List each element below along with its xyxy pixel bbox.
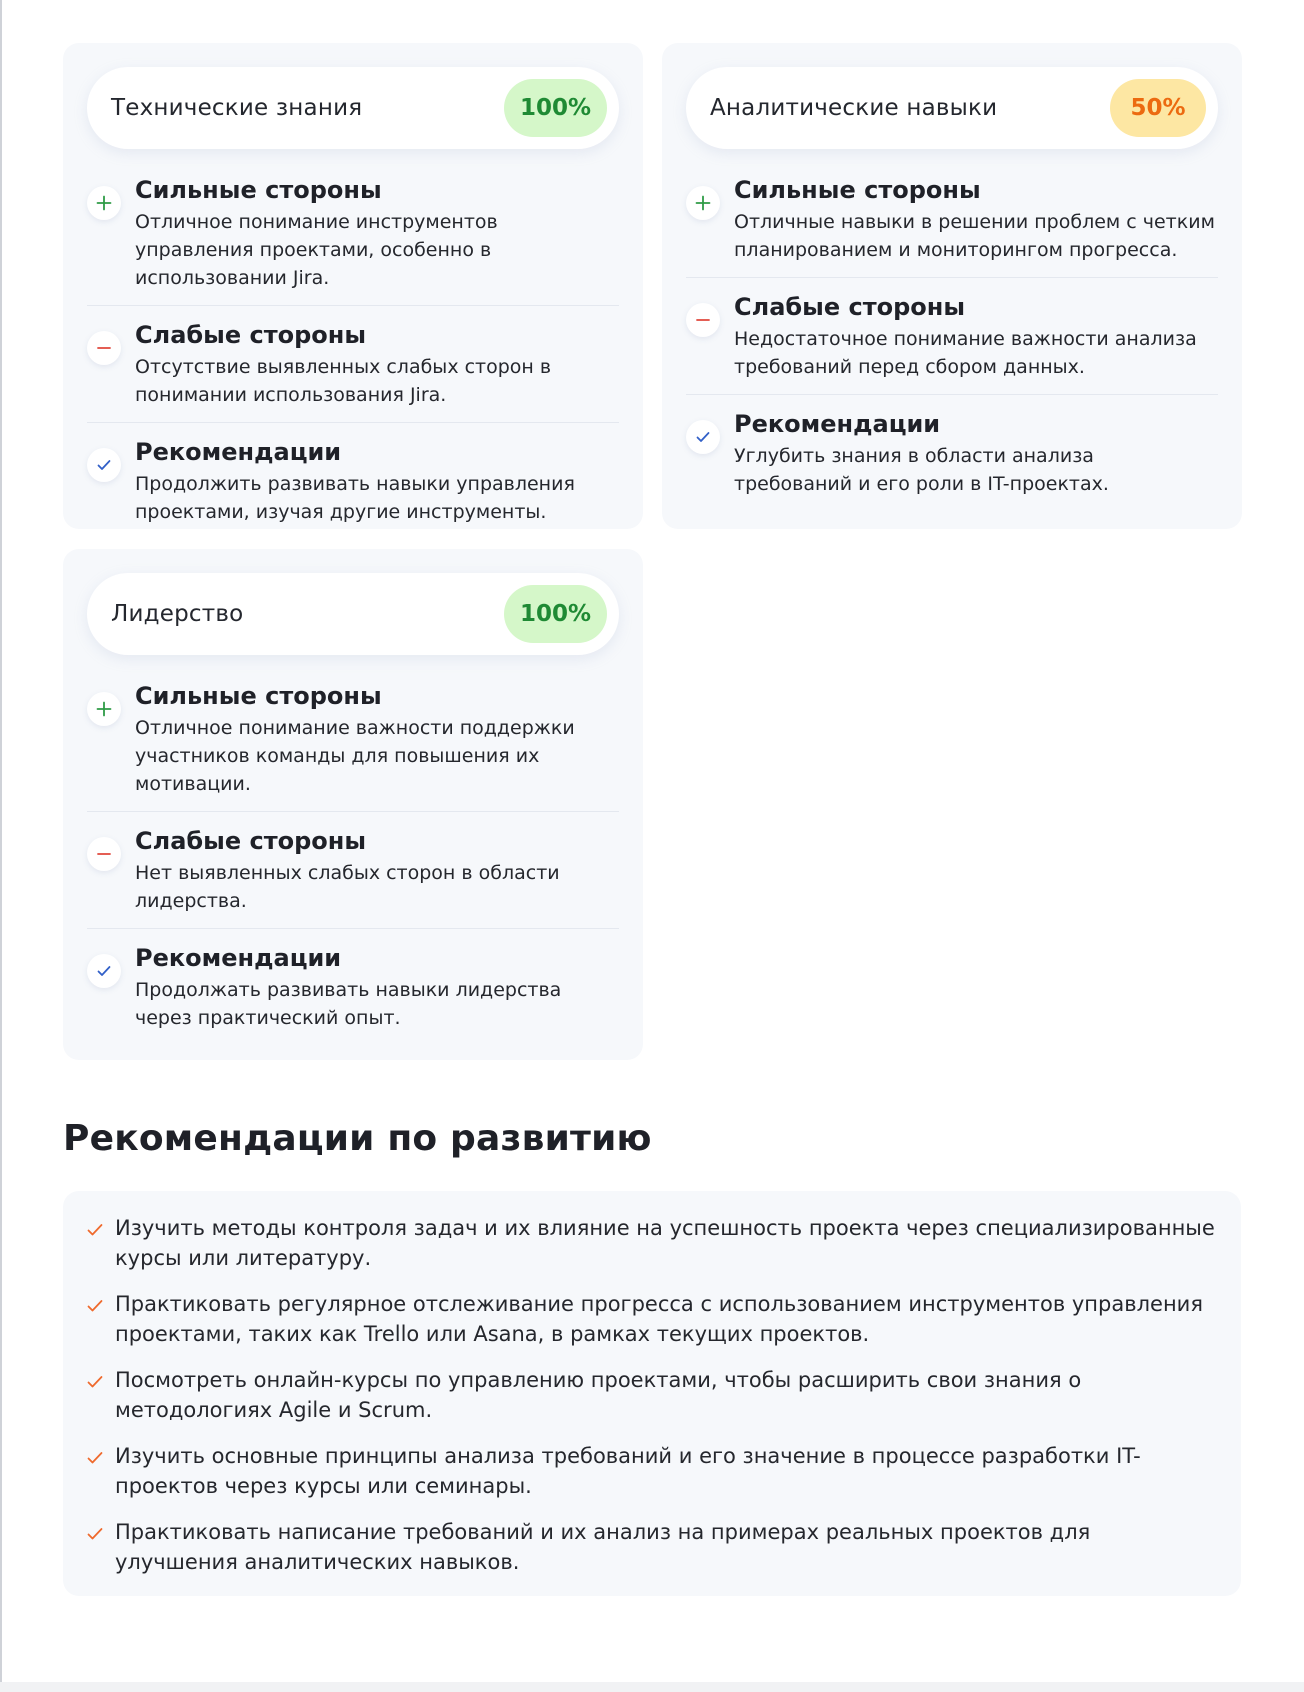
page-left-border — [0, 0, 2, 1692]
page-bottom-strip — [0, 1682, 1304, 1692]
development-item-text: Посмотреть онлайн-курсы по управлению проектами, чтобы расширить свои знания о методологиях Agile и Scrum. — [115, 1368, 1082, 1422]
development-title: Рекомендации по развитию — [63, 1118, 652, 1159]
skill-card-header — [87, 67, 619, 149]
minus-icon — [87, 837, 121, 871]
recommendations-section — [87, 423, 619, 526]
check-icon — [686, 420, 720, 454]
recommendations-text: Углубить знания в области анализа требований и его роли в IT-проектах. — [734, 445, 1109, 495]
weaknesses-title: Слабые стороны — [135, 827, 367, 855]
list-item — [87, 1289, 1217, 1349]
strengths-title: Сильные стороны — [135, 682, 382, 710]
weaknesses-text: Недостаточное понимание важности анализа требований перед сбором данных. — [734, 328, 1197, 378]
strengths-text: Отличное понимание важности поддержки участников команды для повышения их мотивации. — [135, 717, 575, 795]
recommendations-title: Рекомендации — [135, 438, 342, 466]
development-item-text: Изучить методы контроля задач и их влияние на успешность проекта через специализированные курсы или литературу. — [115, 1216, 1215, 1270]
plus-icon — [87, 186, 121, 220]
weaknesses-title: Слабые стороны — [734, 293, 966, 321]
skill-card-title: Лидерство — [111, 601, 244, 627]
score-badge: 100% — [504, 79, 607, 137]
weaknesses-text: Отсутствие выявленных слабых сторон в понимании использования Jira. — [135, 356, 552, 406]
strengths-section — [87, 161, 619, 306]
check-icon — [87, 1450, 105, 1501]
check-icon — [87, 1374, 105, 1425]
development-panel — [63, 1191, 1241, 1596]
strengths-text: Отличное понимание инструментов управления проектами, особенно в использовании Jira. — [135, 211, 498, 289]
recommendations-text: Продолжить развивать навыки управления проектами, изучая другие инструменты. — [135, 473, 575, 523]
strengths-section — [87, 667, 619, 812]
weaknesses-text: Нет выявленных слабых сторон в области лидерства. — [135, 862, 560, 912]
recommendations-text: Продолжать развивать навыки лидерства через практический опыт. — [135, 979, 562, 1029]
skill-card-technical — [63, 43, 643, 529]
check-icon — [87, 1222, 105, 1273]
development-item-text: Изучить основные принципы анализа требований и его значение в процессе разработки IT-проектов через курсы или семинары. — [115, 1444, 1141, 1498]
skill-card-header — [87, 573, 619, 655]
check-icon — [87, 1526, 105, 1577]
weaknesses-title: Слабые стороны — [135, 321, 367, 349]
development-item-text: Практиковать регулярное отслеживание прогресса с использованием инструментов управления проектами, таких как Trello или Asana, в рамках текущих проектов. — [115, 1292, 1203, 1346]
score-badge: 50% — [1110, 79, 1206, 137]
score-badge: 100% — [504, 585, 607, 643]
weaknesses-section — [87, 812, 619, 929]
check-icon — [87, 448, 121, 482]
recommendations-section — [686, 395, 1218, 498]
list-item — [87, 1365, 1217, 1425]
plus-icon — [686, 186, 720, 220]
skill-card-analytical — [662, 43, 1242, 529]
list-item — [87, 1441, 1217, 1501]
strengths-section — [686, 161, 1218, 278]
plus-icon — [87, 692, 121, 726]
skill-card-title: Аналитические навыки — [710, 95, 998, 121]
recommendations-section — [87, 929, 619, 1032]
recommendations-title: Рекомендации — [135, 944, 342, 972]
strengths-text: Отличные навыки в решении проблем с четким планированием и мониторингом прогресса. — [734, 211, 1215, 261]
weaknesses-section — [686, 278, 1218, 395]
skill-card-title: Технические знания — [111, 95, 363, 121]
strengths-title: Сильные стороны — [734, 176, 981, 204]
list-item — [87, 1213, 1217, 1273]
minus-icon — [686, 303, 720, 337]
strengths-title: Сильные стороны — [135, 176, 382, 204]
skill-card-header — [686, 67, 1218, 149]
check-icon — [87, 1298, 105, 1349]
list-item — [87, 1517, 1217, 1577]
check-icon — [87, 954, 121, 988]
weaknesses-section — [87, 306, 619, 423]
recommendations-title: Рекомендации — [734, 410, 941, 438]
development-item-text: Практиковать написание требований и их анализ на примерах реальных проектов для улучшения аналитических навыков. — [115, 1520, 1091, 1574]
skill-card-leadership — [63, 549, 643, 1060]
minus-icon — [87, 331, 121, 365]
